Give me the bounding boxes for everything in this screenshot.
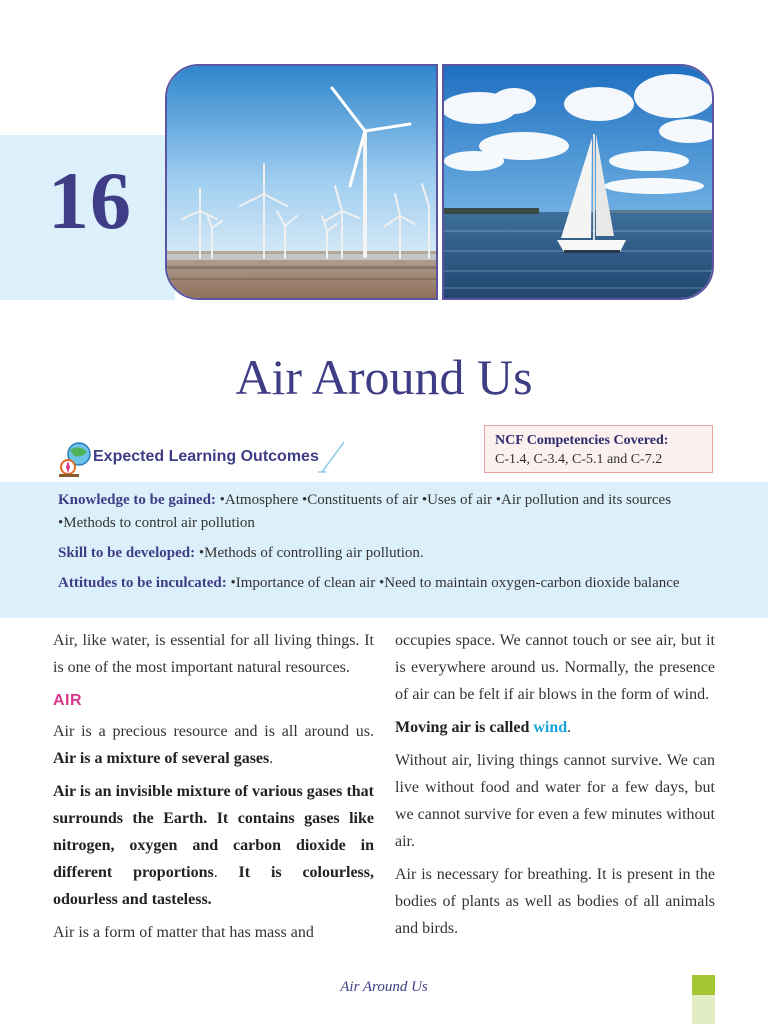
wind-end: . [567,719,572,736]
skill-text: •Methods of controlling air pollution. [195,545,424,561]
knowledge-text: •Atmosphere •Constituents of air •Uses of air •Air pollution and its sources •Methods to control air pollution [58,492,672,531]
left-column [53,627,374,952]
ncf-competencies-box [484,425,713,473]
footer-title: Air Around Us [340,979,428,995]
survival-paragraph: Without air, living things cannot survive. We can live without food and water for a few days, but we cannot survive for even a few minutes without air. [395,752,715,850]
chapter-title: Air Around Us [235,349,533,405]
knowledge-line [58,489,718,535]
knowledge-label: Knowledge to be gained: [58,492,216,508]
attitude-text: •Importance of clean air •Need to maintain oxygen-carbon dioxide balance [226,575,680,591]
intro-paragraph: Air, like water, is essential for all living things. It is one of the most important natural resources. [53,632,374,676]
sailboat-photo [442,64,714,300]
air-paragraph-3: Air is a form of matter that has mass and [53,924,314,941]
heading-decoration [318,440,348,479]
air-p2-bold-1: Air is an invisible mixture of various gases that surrounds the Earth. It contains gases like nitrogen, oxygen and carbon dioxide in different proportions [53,783,374,881]
air-paragraph-1 [53,718,374,772]
ncf-value: C-1.4, C-3.4, C-5.1 and C-7.2 [495,452,663,467]
air-p2-sep: . [213,864,239,881]
air-p1-text: Air is a precious resource and is all around us. [53,723,374,740]
chapter-number: 16 [48,155,132,246]
air-paragraph-2 [53,778,374,913]
section-heading-air: AIR [53,692,83,709]
wind-paragraph [395,714,715,741]
air-p1-end: . [269,750,274,767]
space-paragraph: occupies space. We cannot touch or see air, but it is everywhere around us. Normally, the presence of air can be felt if air blows in the form of wind. [395,632,715,703]
wind-text: Moving air is called [395,719,534,736]
compass-globe-icon [54,438,94,478]
skill-line [58,542,718,565]
air-p2-bold-2: It is colourless, odourless and tasteless. [53,864,374,908]
wind-farm-photo [165,64,438,300]
skill-label: Skill to be developed: [58,545,196,561]
right-column [395,627,715,948]
footer-marker-light [692,995,715,1024]
footer-marker [692,975,715,995]
wind-term: wind [533,719,568,736]
outcomes-heading: Expected Learning Outcomes [93,448,319,465]
air-p1-bold: Air is a mixture of several gases [53,750,270,767]
breathing-paragraph: Air is necessary for breathing. It is present in the bodies of plants as well as bodies of all animals and birds. [395,866,715,937]
ncf-title: NCF Competencies Covered: [495,433,669,448]
attitude-line [58,572,718,595]
attitude-label: Attitudes to be inculcated: [58,575,227,591]
